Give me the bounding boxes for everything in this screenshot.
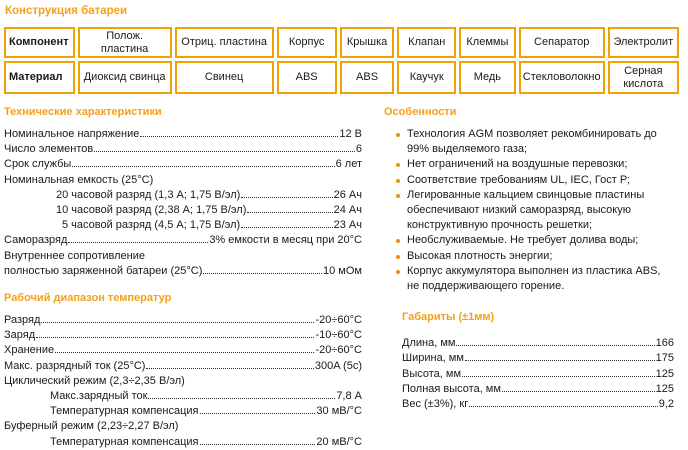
spec-value: 7,8 А [336,390,362,403]
dot-leader [140,136,338,137]
dot-leader [72,166,334,167]
dot-leader [41,322,314,323]
dot-leader [94,151,355,152]
table-material-separator: Стекловолокно [519,61,605,94]
feature-item [384,249,674,264]
table-header-case: Корпус [277,27,337,58]
spec-label: Температурная компенсация [50,435,199,448]
feature-text: Технология AGM позволяет рекомбинировать до 99% выделяемого газа; [407,128,657,156]
spec-row [4,188,362,203]
feature-text: Соответствие требованиям UL, IEC, Гост Р; [407,173,630,186]
table-header-component: Компонент [4,27,75,58]
spec-row [4,233,362,248]
spec-label: Температурная компенсация [50,405,199,418]
table-header-positive-plate: Полож. пластина [78,27,172,58]
dot-leader [462,376,655,377]
spec-label: Циклический режим (2,3÷2,35 В/эл) [4,374,185,387]
dimension-label: Высота, мм [402,367,462,380]
table-material-terminals: Медь [459,61,516,94]
dimension-value: 9,2 [658,398,674,411]
dimension-label: Длина, мм [402,337,456,350]
dimension-value: 125 [655,382,674,395]
spec-label: Разряд [4,314,41,327]
spec-row [4,419,362,434]
spec-row [4,127,362,142]
temps-heading: Рабочий диапазон температур [4,292,172,305]
table-header-cover: Крышка [340,27,395,58]
spec-row [4,404,362,419]
dot-leader [36,337,314,338]
dot-leader [241,227,332,228]
spec-label: Заряд [4,329,36,342]
spec-row [4,328,362,343]
spec-value: -10÷60°C [315,329,362,342]
spec-value: -20÷60°C [315,344,362,357]
specs-heading: Технические характеристики [4,106,162,118]
feature-item [384,173,674,188]
dimensions-list [384,336,674,412]
dot-leader [200,444,316,445]
spec-value: 300A (5с) [314,359,362,372]
spec-row [4,343,362,358]
construction-table [1,24,682,97]
dot-leader [247,212,332,213]
right-column [384,104,674,450]
table-header-electrolyte: Электролит [608,27,679,58]
dot-leader [68,242,208,243]
spec-label: Внутреннее сопротивление [4,249,145,262]
dot-leader [502,391,655,392]
spec-label: Макс.зарядный ток [50,390,148,403]
dot-leader [148,398,335,399]
bullet-icon [396,163,400,167]
dimension-label: Полная высота, мм [402,382,501,395]
dot-leader [146,368,313,369]
feature-text: Высокая плотность энергии; [407,249,553,262]
spec-value: 3% емкости в месяц при 20°C [209,234,362,247]
spec-row [4,218,362,233]
two-column-area [4,104,682,450]
spec-row [4,173,362,188]
spec-label: 20 часовой разряд (1,3 А; 1,75 В/эл) [56,188,241,201]
spec-value: 20 мВ/°C [316,435,362,448]
table-header-terminals: Клеммы [459,27,516,58]
feature-text: Корпус аккумулятора выполнен из пластика ABS, не поддерживающего горение. [407,264,661,293]
table-material-cover: ABS [340,61,395,94]
spec-label: Номинальная емкость (25°C) [4,173,154,186]
spec-label: Номинальное напряжение [4,128,140,140]
spec-row [4,359,362,374]
dimension-row [402,367,674,382]
feature-item [384,188,674,234]
table-material-positive-plate: Диоксид свинца [78,61,172,94]
bullet-icon [396,179,400,183]
table-material-valve: Каучук [397,61,456,94]
spec-label: Число элементов [4,143,94,156]
spec-value: 30 мВ/°C [316,405,362,418]
bullet-icon [396,239,400,243]
spec-row [4,142,362,157]
dimension-row [402,397,674,412]
spec-row [4,389,362,404]
dot-leader [241,197,332,198]
feature-text: Легированные кальцием свинцовые пластины обеспечивают низкий саморазряд, высокую конструктивную прочность решетки; [407,188,645,232]
dimensions-heading: Габариты (±1мм) [402,311,495,324]
left-column [4,104,362,450]
dot-leader [203,273,322,274]
dimension-value: 125 [655,367,674,380]
dimension-row [402,351,674,366]
spec-row [4,264,362,279]
table-material-row [4,61,679,94]
table-header-separator: Сепаратор [519,27,605,58]
spec-row [4,435,362,450]
spec-label: Макс. разрядный ток (25°C) [4,359,146,372]
table-header-negative-plate: Отриц. пластина [175,27,274,58]
dot-leader [469,406,657,407]
spec-value: -20÷60°C [315,314,362,327]
table-material-electrolyte: Серная кислота [608,61,679,94]
spec-value: 6 [355,143,362,156]
spec-row [4,203,362,218]
spec-row [4,313,362,328]
dot-leader [465,360,655,361]
bullet-icon [396,255,400,259]
table-material-label: Материал [4,61,75,94]
page-title: Конструкция батареи [5,5,128,17]
dot-leader [55,352,314,353]
dimension-label: Ширина, мм [402,352,464,365]
dimension-value: 175 [655,352,674,365]
dimension-row [402,382,674,397]
dot-leader [456,345,654,346]
spec-value: 12 В [339,128,362,140]
feature-item [384,127,674,157]
dimension-label: Вес (±3%), кг [402,398,469,411]
table-header-valve: Клапан [397,27,456,58]
feature-item [384,264,674,294]
spec-label: Хранение [4,344,55,357]
spec-row [4,374,362,389]
feature-item [384,157,674,172]
spec-value: 10 мОм [323,264,362,277]
bullet-icon [396,194,400,198]
spec-label: Срок службы [4,158,72,171]
spec-label: полностью заряженной батареи (25°C) [4,264,203,277]
spec-row [4,249,362,264]
spec-label: Саморазряд [4,234,68,247]
table-material-negative-plate: Свинец [175,61,274,94]
spec-row [4,157,362,172]
table-material-case: ABS [277,61,337,94]
feature-text: Необслуживаемые. Не требует долива воды; [407,234,639,247]
spec-value: 6 лет [335,158,362,171]
table-header-row [4,27,679,58]
spec-label: Буферный режим (2,23÷2,27 В/эл) [4,420,179,433]
spec-label: 5 часовой разряд (4,5 А; 1,75 В/эл) [62,219,241,232]
spec-value: 24 Ач [333,204,362,217]
spec-value: 23 Ач [333,219,362,232]
feature-text: Нет ограничений на воздушные перевозки; [407,158,628,171]
bullet-icon [396,270,400,274]
feature-item [384,233,674,248]
dimension-value: 166 [655,337,674,350]
dimension-row [402,336,674,351]
spec-value: 26 Ач [333,188,362,201]
bullet-icon [396,133,400,137]
spec-label: 10 часовой разряд (2,38 А; 1,75 В/эл) [56,204,247,217]
features-heading: Особенности [384,106,457,118]
dot-leader [200,413,316,414]
